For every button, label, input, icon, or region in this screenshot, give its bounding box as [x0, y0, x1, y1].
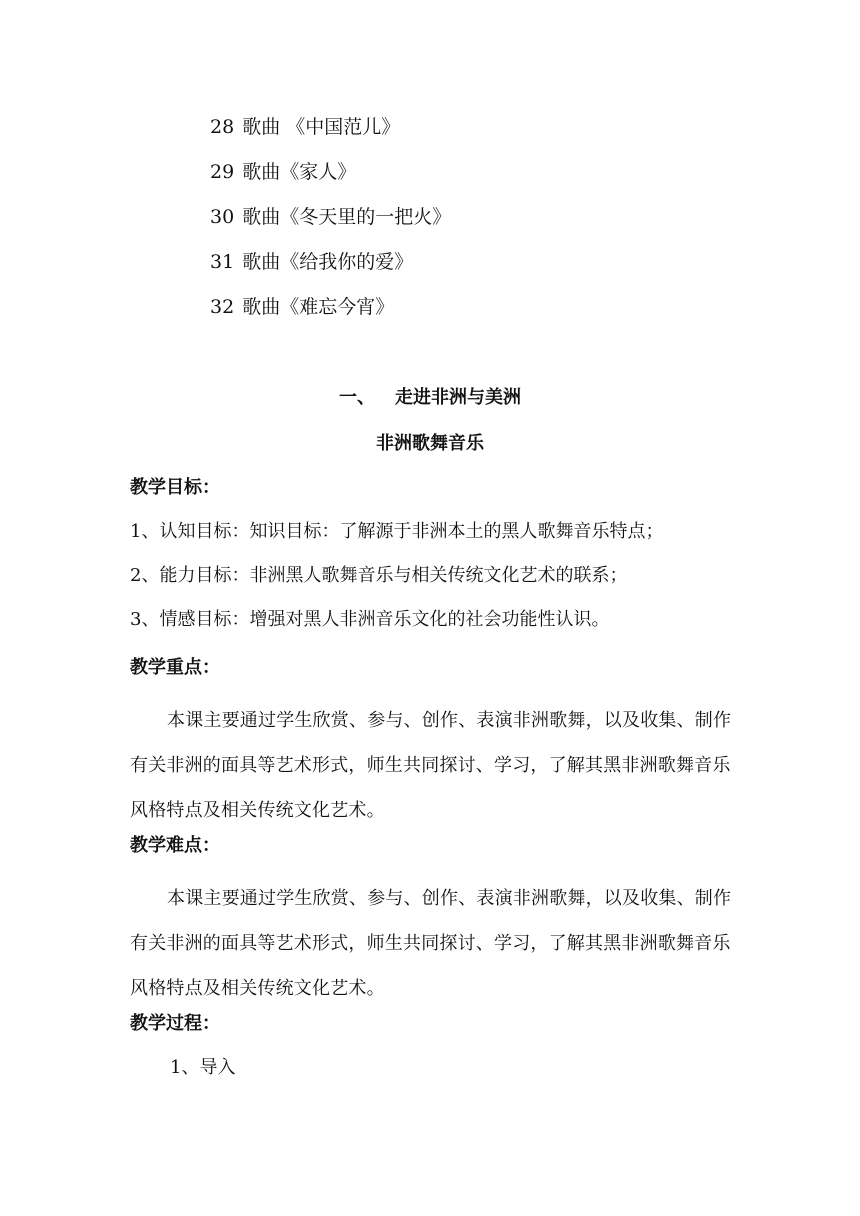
process-section	[130, 1010, 740, 1098]
objective-item: 3、情感目标：增强对黑人非洲音乐文化的社会功能性认识。	[130, 609, 610, 630]
unit-title: 走进非洲与美洲	[395, 387, 521, 408]
song-number: 32	[210, 296, 235, 318]
song-list	[210, 112, 451, 337]
list-item	[210, 157, 451, 202]
song-number: 28	[210, 116, 235, 138]
key-points-section	[130, 654, 740, 833]
key-points-text: 本课主要通过学生欣赏、参与、创作、表演非洲歌舞，以及收集、制作有关非洲的面具等艺术形式，师生共同探讨、学习，了解其黑非洲歌舞音乐风格特点及相关传统文化艺术。	[130, 710, 732, 821]
song-title: 歌曲《家人》	[242, 161, 357, 183]
list-item	[210, 292, 451, 337]
song-number: 29	[210, 161, 235, 183]
song-title: 歌曲《冬天里的一把火》	[242, 206, 452, 228]
process-step: 1、导入	[170, 1057, 236, 1078]
list-item	[210, 112, 451, 157]
difficulties-section	[130, 832, 740, 1011]
list-item	[210, 202, 451, 247]
objective-item: 2、能力目标：非洲黑人歌舞音乐与相关传统文化艺术的联系；	[130, 565, 628, 586]
objectives-section	[130, 474, 740, 650]
song-title: 歌曲《难忘今宵》	[242, 296, 395, 318]
lesson-title: 非洲歌舞音乐	[376, 433, 484, 454]
unit-number: 一、	[339, 387, 375, 408]
difficulties-text: 本课主要通过学生欣赏、参与、创作、表演非洲歌舞，以及收集、制作有关非洲的面具等艺术形式，师生共同探讨、学习，了解其黑非洲歌舞音乐风格特点及相关传统文化艺术。	[130, 888, 732, 999]
song-number: 30	[210, 206, 235, 228]
objective-item: 1、认知目标：知识目标：了解源于非洲本土的黑人歌舞音乐特点；	[130, 521, 664, 542]
key-points-label: 教学重点：	[130, 657, 220, 678]
song-title: 歌曲 《中国范儿》	[242, 116, 401, 138]
song-number: 31	[210, 251, 235, 273]
objectives-label: 教学目标：	[130, 477, 220, 498]
difficulties-label: 教学难点：	[130, 835, 220, 856]
song-title: 歌曲《给我你的爱》	[242, 251, 414, 273]
process-label: 教学过程：	[130, 1013, 220, 1034]
list-item	[210, 247, 451, 292]
unit-heading	[0, 384, 860, 412]
